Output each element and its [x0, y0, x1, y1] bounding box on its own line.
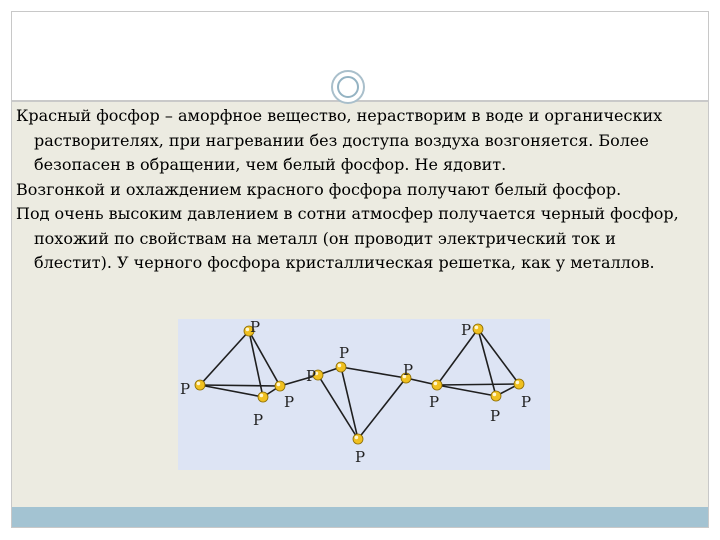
atom-highlight [355, 436, 359, 440]
atom-sphere [336, 362, 346, 372]
phosphorus-atom [275, 381, 294, 411]
atom-highlight [260, 394, 264, 398]
atom-label: P [490, 407, 501, 425]
phosphorus-atom [429, 380, 442, 411]
phosphorus-atom [490, 391, 501, 425]
atom-highlight [246, 328, 250, 332]
slide-footer-bar [12, 507, 708, 527]
bond-line [318, 375, 358, 439]
phosphorus-atom [353, 434, 365, 466]
bond-line [341, 367, 358, 439]
ring-ornament-icon [331, 70, 365, 104]
atom-highlight [338, 364, 342, 368]
phosphorus-chain-svg [178, 319, 550, 470]
atom-highlight [516, 381, 520, 385]
phosphorus-atom [244, 319, 260, 336]
paragraph-black-phosphorus: Под очень высоким давлением в сотни атмосфер получается черный фосфор, похожий по свойствам на металл (он проводит электрический ток и блестит). У черного фосфора кристаллическая решетка, как у металлов. [16, 204, 679, 272]
paragraph-sublimation: Возгонкой и охлаждением красного фосфора получают белый фосфор. [16, 179, 622, 199]
atom-highlight [475, 326, 479, 330]
bond-line [249, 331, 280, 386]
phosphorus-structure-diagram [178, 319, 550, 470]
bond-line [200, 385, 280, 386]
bonds-group [200, 329, 519, 439]
bond-line [249, 331, 263, 397]
atom-sphere [195, 380, 205, 390]
atom-label: P [403, 361, 414, 379]
bond-line [478, 329, 519, 384]
phosphorus-atom [180, 380, 205, 398]
bond-line [437, 384, 519, 385]
atom-label: P [355, 448, 366, 466]
bond-line [437, 385, 496, 396]
atom-label: P [306, 367, 317, 385]
atom-label: P [180, 380, 191, 398]
bond-line [478, 329, 496, 396]
phosphorus-atom [253, 392, 268, 429]
atom-highlight [197, 382, 201, 386]
bond-line [341, 367, 406, 378]
ring-inner-circle [337, 76, 359, 98]
atom-label: P [284, 393, 295, 411]
atom-label: P [339, 344, 350, 362]
slide-text [16, 104, 692, 276]
atom-sphere [473, 324, 483, 334]
atom-sphere [258, 392, 268, 402]
bond-line [358, 378, 406, 439]
atom-sphere [275, 381, 285, 391]
atom-sphere [432, 380, 442, 390]
phosphorus-atom [306, 367, 323, 385]
atom-sphere [491, 391, 501, 401]
paragraph-red-phosphorus: Красный фосфор – аморфное вещество, нерастворим в воде и органических растворителях, при нагревании без доступа воздуха возгоняется. Более безопасен в обращении, чем белый фосфор. Не ядовит. [16, 106, 663, 174]
phosphorus-atom [514, 379, 531, 411]
atom-highlight [434, 382, 438, 386]
atom-sphere [353, 434, 363, 444]
atom-highlight [493, 393, 497, 397]
atom-label: P [253, 411, 264, 429]
bond-line [200, 385, 263, 397]
atom-label: P [461, 321, 472, 339]
atom-highlight [277, 383, 281, 387]
atom-label: P [429, 393, 440, 411]
atom-label: P [250, 319, 261, 336]
atom-label: P [521, 393, 532, 411]
atom-sphere [514, 379, 524, 389]
bond-line [437, 329, 478, 385]
bond-line [200, 331, 249, 385]
